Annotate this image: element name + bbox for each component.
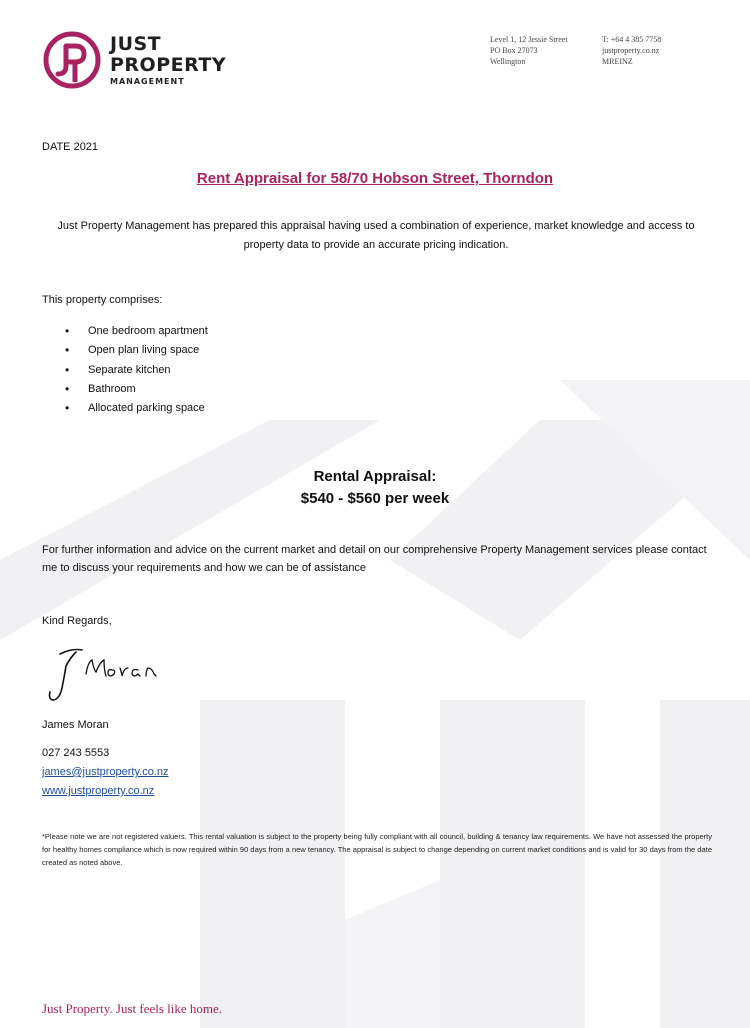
- office-contact: [602, 34, 661, 67]
- office-website: justproperty.co.nz: [602, 46, 660, 55]
- list-item: • Allocated parking space: [42, 399, 208, 418]
- logo-just: JUST: [110, 33, 162, 55]
- list-item: • Separate kitchen: [42, 361, 208, 380]
- intro-paragraph: Just Property Management has prepared this appraisal having used a combination of experience, market knowledge and access to property data to provide an accurate pricing indication.: [57, 220, 695, 251]
- sign-off: Kind Regards,: [42, 615, 112, 627]
- logo-property: PROPERTY: [110, 54, 227, 76]
- logo-wordmark: [110, 35, 226, 86]
- address-line: Level 1, 12 Jessie Street: [490, 35, 568, 44]
- rental-appraisal: [0, 466, 750, 510]
- website-link[interactable]: www.justproperty.co.nz: [42, 785, 155, 797]
- logo-management: MANAGEMENT: [110, 77, 185, 86]
- signer-name: James Moran: [42, 719, 109, 731]
- further-info-paragraph: For further information and advice on the current market and detail on our comprehensive Property Management services please contact me to discuss your requirements and how we can be of assistance: [42, 544, 707, 574]
- appraisal-label: Rental Appraisal:: [313, 468, 437, 485]
- address-line: Wellington: [490, 57, 526, 66]
- footer-tagline: Just Property. Just feels like home.: [42, 1001, 223, 1016]
- office-phone: T: +64 4 385 7758: [602, 35, 662, 44]
- signer-phone: 027 243 5553: [42, 747, 110, 759]
- letter-title: Rent Appraisal for 58/70 Hobson Street, Thorndon: [196, 170, 554, 187]
- address-line: PO Box 27073: [490, 46, 538, 55]
- feature-list: [42, 322, 208, 418]
- appraisal-value: $540 - $560 per week: [300, 490, 450, 507]
- list-item: • Bathroom: [42, 380, 208, 399]
- jp-logo-icon: [42, 30, 102, 90]
- membership: MREINZ: [602, 57, 633, 66]
- letter-date: DATE 2021: [42, 141, 99, 153]
- list-item: • One bedroom apartment: [42, 322, 208, 341]
- company-logo: [42, 30, 242, 92]
- office-address: [490, 34, 568, 67]
- signature-image: [42, 640, 187, 706]
- disclaimer: *Please note we are not registered valuers. This rental valuation is subject to the property being fully compliant with all council, building & tenancy law requirements. We have not assessed the property for healthy homes compliance which is now required within 90 days from a new tenancy. The appraisal is subject to change depending on current market conditions and is valid for 30 days from the date created as noted above.: [42, 832, 712, 867]
- list-item: • Open plan living space: [42, 341, 208, 360]
- email-link[interactable]: james@justproperty.co.nz: [42, 766, 169, 778]
- comprises-heading: This property comprises:: [42, 294, 163, 306]
